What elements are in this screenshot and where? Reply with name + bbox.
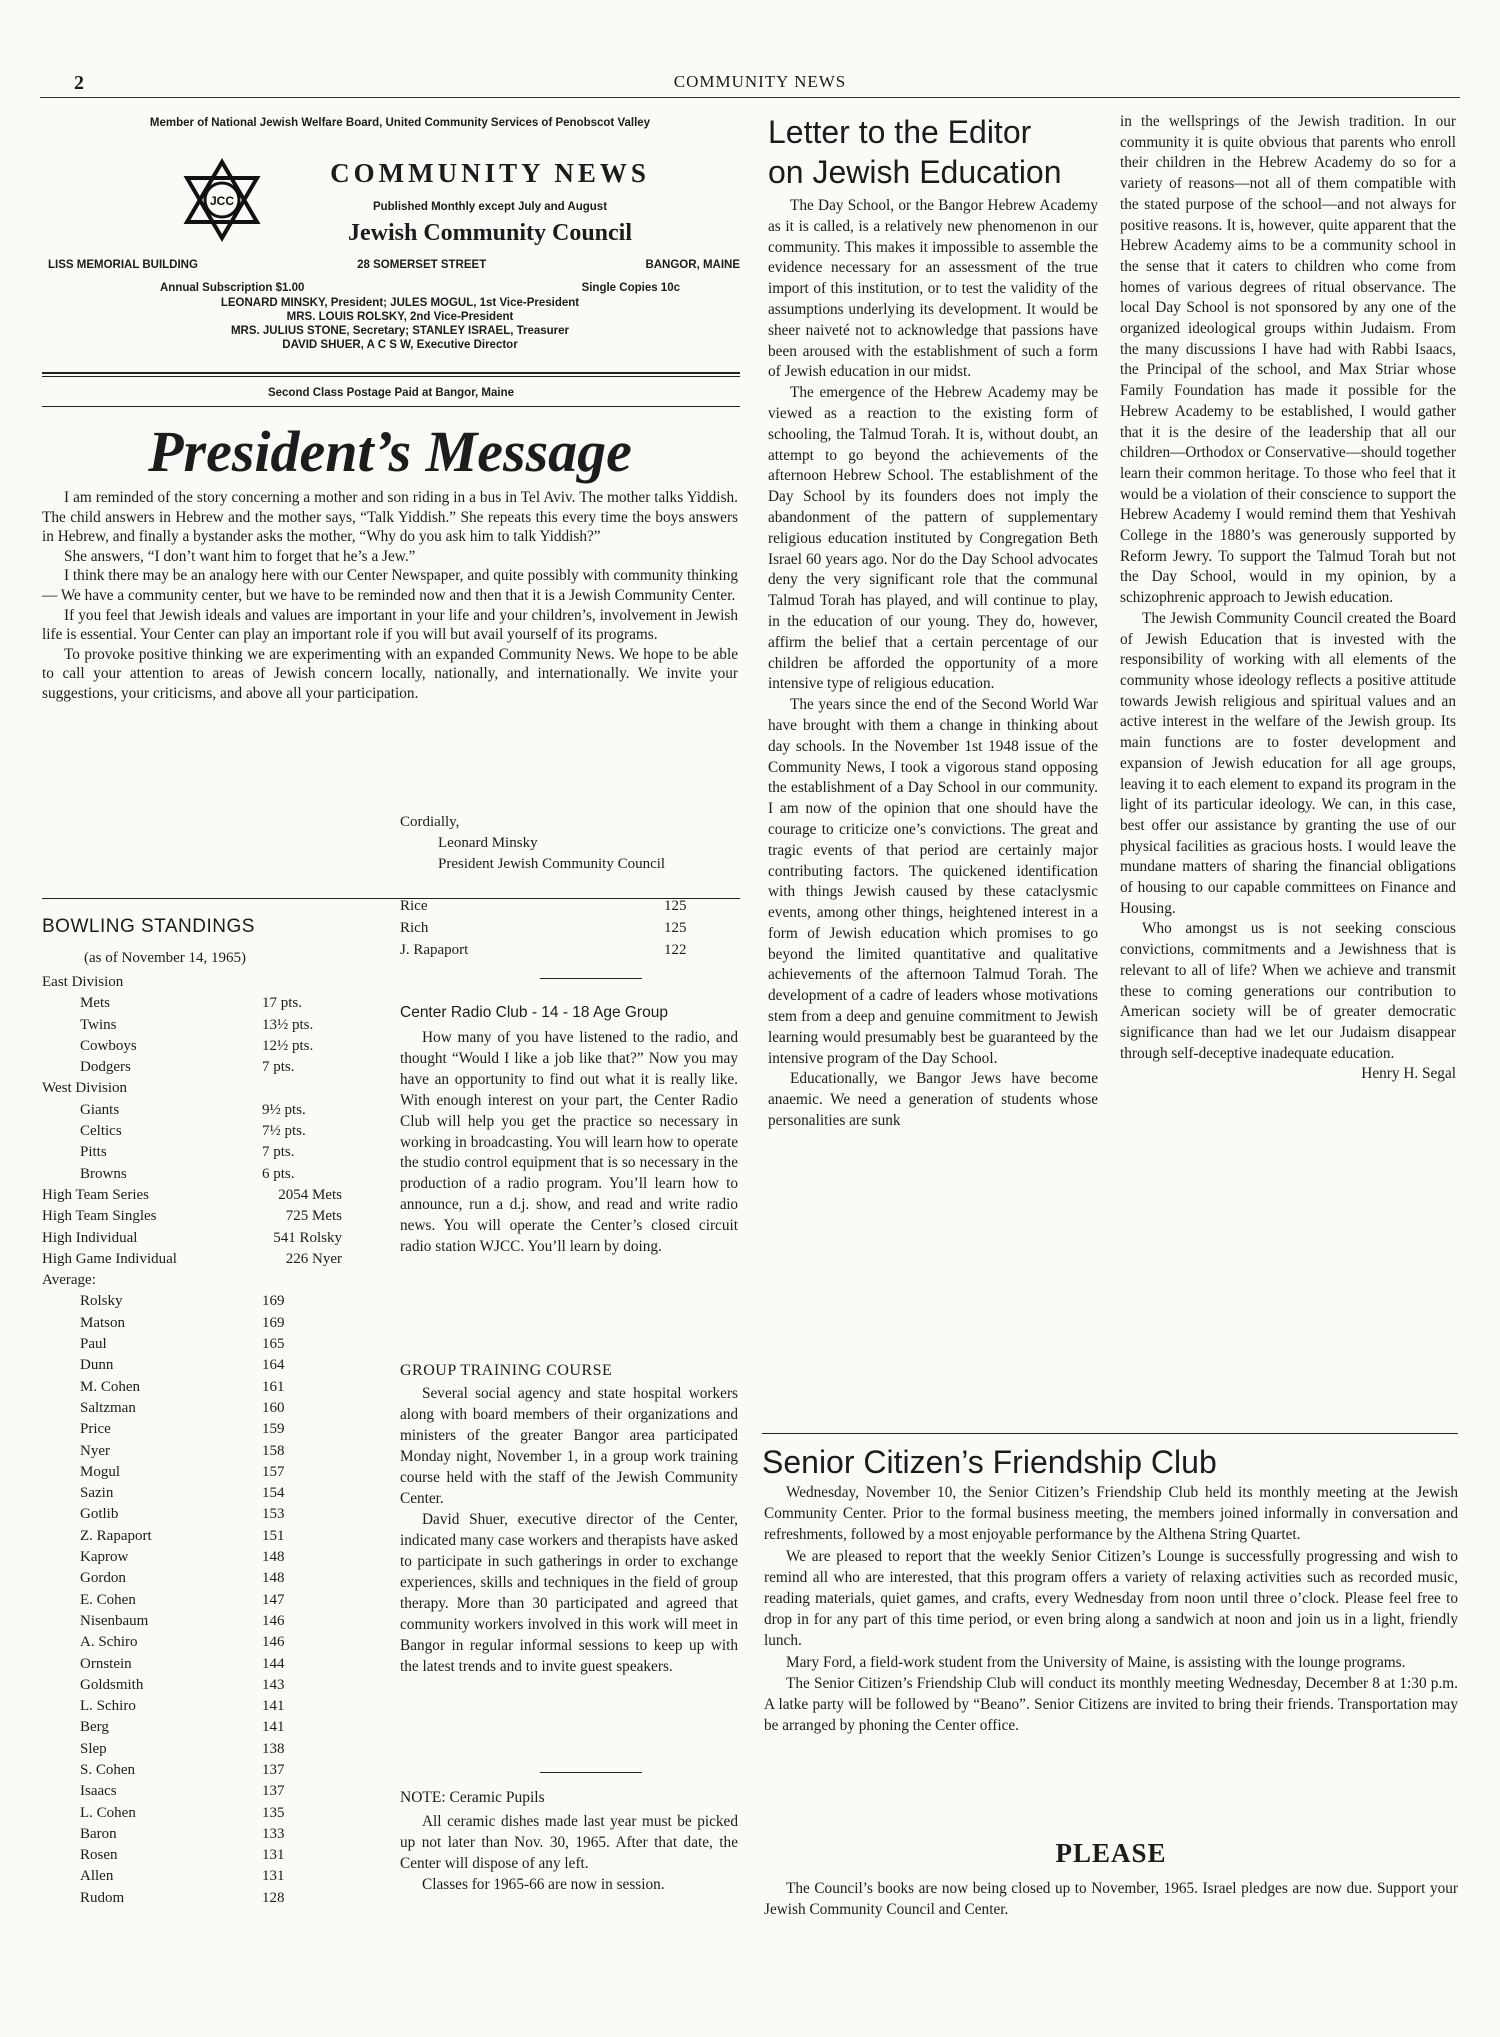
bowling-value: 146	[262, 1634, 285, 1651]
bowling-value: 147	[262, 1591, 285, 1608]
bowling-value: 12½ pts.	[262, 1037, 314, 1054]
bowling-value: 131	[262, 1847, 285, 1864]
section-rule	[762, 1433, 1458, 1434]
bowling-title: BOWLING STANDINGS	[42, 916, 255, 937]
bowling-name: L. Schiro	[80, 1698, 136, 1715]
bowling-name: J. Rapaport	[400, 942, 469, 958]
bowling-value: 169	[262, 1314, 285, 1331]
bowling-value: 541 Rolsky	[273, 1229, 342, 1246]
letter-title	[768, 112, 1098, 192]
radio-club-body	[400, 1028, 738, 1258]
letter-column-2	[1120, 112, 1456, 1085]
bowling-value: 138	[262, 1740, 285, 1757]
bowling-row	[42, 1760, 342, 1781]
bowling-row	[42, 1142, 342, 1163]
radio-club-title: Center Radio Club - 14 - 18 Age Group	[400, 1004, 668, 1021]
bowling-value: 159	[262, 1421, 285, 1438]
bowling-value: 125	[664, 920, 687, 936]
bowling-row	[42, 1845, 342, 1866]
bowling-row	[42, 1015, 342, 1036]
training-course-title: GROUP TRAINING COURSE	[400, 1362, 613, 1379]
bowling-name: East Division	[42, 974, 124, 990]
bowling-value: 725 Mets	[285, 1208, 342, 1225]
bowling-name: Sazin	[80, 1485, 114, 1502]
bowling-value: 158	[262, 1442, 285, 1459]
bowling-name: Berg	[80, 1719, 109, 1736]
bowling-value: 131	[262, 1868, 285, 1885]
bowling-row	[42, 1866, 342, 1887]
paragraph: She answers, “I don’t want him to forget that he’s a Jew.”	[64, 547, 416, 565]
council-name: Jewish Community Council	[347, 220, 633, 246]
bowling-row	[42, 993, 342, 1014]
bowling-name: L. Cohen	[80, 1804, 136, 1821]
bowling-continued-list	[400, 898, 738, 964]
bowling-name: Allen	[80, 1868, 114, 1885]
letter-signature: Henry H. Segal	[1361, 1065, 1456, 1083]
bowling-value: 128	[262, 1889, 285, 1906]
bowling-row	[42, 1249, 342, 1270]
president-message-body	[42, 488, 738, 704]
bowling-name: Dodgers	[80, 1059, 131, 1076]
ceramic-note-title: NOTE: Ceramic Pupils	[400, 1789, 545, 1806]
bowling-name: Twins	[80, 1016, 117, 1033]
bowling-name: Baron	[80, 1825, 117, 1842]
bowling-value: 135	[262, 1804, 285, 1821]
bowling-row	[42, 1100, 342, 1121]
bowling-name: Gordon	[80, 1570, 126, 1587]
address-city: BANGOR, MAINE	[645, 259, 740, 271]
bowling-value: 144	[262, 1655, 285, 1672]
bowling-row	[42, 1590, 342, 1611]
bowling-name: Rich	[400, 920, 429, 936]
bowling-value: 151	[262, 1527, 285, 1544]
single-copies: Single Copies 10c	[581, 282, 680, 294]
short-rule	[540, 978, 642, 979]
bowling-row	[42, 1398, 342, 1419]
bowling-row	[42, 1483, 342, 1504]
bowling-name: Rudom	[80, 1889, 125, 1906]
address-street: 28 SOMERSET STREET	[357, 259, 487, 271]
bowling-row	[42, 1462, 342, 1483]
bowling-value: 226 Nyer	[285, 1250, 342, 1267]
bowling-value: 137	[262, 1783, 285, 1800]
letter-column-1	[768, 196, 1098, 1132]
bowling-value: 6 pts.	[262, 1165, 295, 1182]
bowling-name: Gotlib	[80, 1506, 119, 1523]
bowling-row	[42, 1334, 342, 1355]
paragraph: Wednesday, November 10, the Senior Citizen’s Friendship Club held its monthly meeting at the Jewish Community Center. Prior to the formal business meeting, the members joined informally in conversation and refreshments, followed by a most enjoyable performance by the Althena String Quartet.	[764, 1484, 1458, 1544]
paragraph: The emergence of the Hebrew Academy may be viewed as a reaction to the existing form of schooling, the Talmud Torah. It is, without doubt, an attempt to go beyond the achievements of the afternoon Hebrew School. The establishment of the Day School by its founders does not imply the abandonment of the pattern of supplementary religious education instituted by Congregation Beth Israel 60 years ago. Nor do the Day School advocates deny the very significant role that the communal Talmud Torah has played, and will continue to play, in the education of our young. They do, however, affirm the belief that a certain percentage of our children be afforded the opportunity of a more intensive type of religious education.	[768, 384, 1098, 693]
bowling-value: 122	[664, 942, 687, 958]
bowling-value: 7 pts.	[262, 1059, 295, 1076]
paragraph: The years since the end of the Second World War have brought with them a change in thinking about day schools. In the November 1st 1948 issue of the Community News, I took a vigorous stand opposing the establishment of a Day School in our community. I am now of the opinion that one should have the courage to criticize one’s convictions. The great and tragic events of that period are certainly major contributing factors. The quickened identification with things Jewish caused by these cataclysmic events, among other things, heightened interest in a form of Jewish education which promises to go beyond the limited quantitative and qualitative achievements of the afternoon Talmud Torah. The development of a cadre of leaders whose motivations stem from a deep and genuine commitment to Jewish learning would presumably best be guaranteed by the intensive program of the Day School.	[768, 696, 1098, 1067]
bowling-row	[42, 1675, 342, 1696]
bowling-name: A. Schiro	[80, 1634, 138, 1651]
bowling-row	[42, 1824, 342, 1845]
paragraph: Classes for 1965-66 are now in session.	[422, 1876, 665, 1893]
bowling-name: Isaacs	[80, 1783, 117, 1800]
paragraph: David Shuer, executive director of the Center, indicated many case workers and therapists have asked to participate in such gatherings in order to exchange experiences, skills and techniques in the field of group therapy. More than 30 participated and agreed that community workers involved in this work will meet in Bangor in regular informal sessions to keep up with the latest trends and to invite guest speakers.	[400, 1511, 738, 1675]
bowling-value: 137	[262, 1761, 285, 1778]
bowling-name: Browns	[80, 1165, 127, 1182]
bowling-value: 9½ pts.	[262, 1101, 306, 1118]
paragraph: Mary Ford, a field-work student from the University of Maine, is assisting with the lounge programs.	[786, 1653, 1406, 1671]
bowling-name: M. Cohen	[80, 1378, 140, 1395]
paragraph: The Senior Citizen’s Friendship Club will conduct its monthly meeting Wednesday, December 8 at 1:30 p.m. A latke party will be followed by “Beano”. Senior Citizens are invited to bring their friends. Transportation may be arranged by phoning the Center office.	[764, 1674, 1458, 1735]
bowling-value: 160	[262, 1399, 285, 1416]
bowling-name: Rolsky	[80, 1293, 123, 1310]
bowling-row	[42, 972, 342, 993]
paragraph: I think there may be an analogy here with our Center Newspaper, and quite possibly with community thinking — We have a community center, but we have to be reminded now and then that it is a Jewish Community Center.	[42, 567, 738, 604]
bowling-name: High Individual	[42, 1229, 138, 1246]
bowling-name: Matson	[80, 1314, 125, 1331]
officers-line: DAVID SHUER, A C S W, Executive Director	[282, 339, 518, 351]
paragraph: I am reminded of the story concerning a mother and son riding in a bus in Tel Aviv. The mother talks Yiddish. The child answers in Hebrew and the mother says, “Talk Yiddish.” She repeats this every time the boys answers in Hebrew, and finally a bystander asks the mother, “Why do you ask him to talk Yiddish?”	[42, 489, 738, 546]
bowling-name: E. Cohen	[80, 1591, 136, 1608]
bowling-row	[42, 1355, 342, 1376]
bowling-row	[42, 1419, 342, 1440]
bowling-name: Cowboys	[80, 1037, 137, 1054]
paragraph: Who amongst us is not seeking conscious convictions, commitments and a Jewishness that is relevant to all of life? When we achieve and transmit these to coming generations our contribution to American society will be of greater democratic significance than had we let our Judaism disappear through self-deceptive inadequate education.	[1120, 920, 1456, 1062]
annual-subscription: Annual Subscription $1.00	[160, 282, 305, 294]
bowling-row	[400, 942, 738, 964]
bowling-row	[42, 1228, 342, 1249]
bowling-name: Dunn	[80, 1357, 114, 1374]
bowling-value: 143	[262, 1676, 285, 1693]
bowling-row	[42, 1078, 342, 1099]
bowling-row	[42, 1547, 342, 1568]
bowling-value: 169	[262, 1293, 285, 1310]
running-head: COMMUNITY NEWS	[673, 72, 847, 91]
bowling-row	[42, 1717, 342, 1738]
bowling-value: 141	[262, 1698, 285, 1715]
bowling-row	[42, 1313, 342, 1334]
bowling-value: 141	[262, 1719, 285, 1736]
masthead-rule	[42, 372, 740, 374]
bowling-value: 17 pts.	[262, 995, 303, 1012]
top-rule	[40, 97, 1460, 98]
bowling-name: Pitts	[80, 1144, 107, 1161]
please-body	[764, 1878, 1458, 1920]
paragraph: The Council’s books are now being closed up to November, 1965. Israel pledges are now due. Support your Jewish Community Council and Center.	[764, 1880, 1458, 1918]
officers-line: MRS. LOUIS ROLSKY, 2nd Vice-President	[286, 311, 514, 323]
bowling-name: Z. Rapaport	[80, 1527, 152, 1544]
bowling-row	[42, 1036, 342, 1057]
bowling-name: High Team Series	[42, 1186, 149, 1203]
paragraph: All ceramic dishes made last year must be picked up not later than Nov. 30, 1965. After that date, the Center will dispose of any left.	[400, 1813, 738, 1872]
senior-club-title: Senior Citizen’s Friendship Club	[762, 1444, 1217, 1480]
bowling-name: Slep	[80, 1740, 107, 1757]
bowling-name: S. Cohen	[80, 1761, 136, 1778]
logo-text: JCC	[209, 194, 235, 208]
bowling-row	[42, 1164, 342, 1185]
bowling-name: Nisenbaum	[80, 1612, 149, 1629]
paragraph: To provoke positive thinking we are experimenting with an expanded Community News. We hope to be able to call your attention to areas of Jewish concern locally, nationally, and internationally. We invite your suggestions, your criticisms, and above all your participation.	[42, 645, 738, 702]
bowling-row	[42, 1803, 342, 1824]
paragraph: We are pleased to report that the weekly Senior Citizen’s Lounge is successfully progressing and wish to remind all who are interested, that this program offers a variety of relaxing activities such as recorded music, reading materials, quiet games, and crafts, every Wednesday from noon until three o’clock. Please feel free to drop in for any part of this time period, or even bring along a sandwich at noon and join us in a light, friendly lunch.	[764, 1547, 1458, 1650]
bowling-row	[42, 1377, 342, 1398]
bowling-row	[42, 1526, 342, 1547]
letter-title-line: on Jewish Education	[768, 154, 1062, 190]
bowling-value: 125	[664, 898, 687, 914]
masthead	[40, 116, 740, 351]
bowling-value: 7 pts.	[262, 1144, 295, 1161]
bowling-value: 148	[262, 1570, 285, 1587]
letter-title-line: Letter to the Editor	[768, 114, 1032, 150]
bowling-row	[42, 1611, 342, 1632]
bowling-name: West Division	[42, 1080, 128, 1097]
bowling-row	[42, 1291, 342, 1312]
bowling-value: 164	[262, 1357, 285, 1374]
star-of-david-logo-icon	[180, 158, 264, 242]
bowling-value: 13½ pts.	[262, 1016, 314, 1033]
bowling-row	[42, 1781, 342, 1802]
postage-rule	[42, 406, 740, 407]
officers-line: LEONARD MINSKY, President; JULES MOGUL, 1st Vice-President	[220, 297, 580, 309]
bowling-row	[42, 1206, 342, 1227]
bowling-name: High Team Singles	[42, 1208, 157, 1225]
masthead-rule-thin	[42, 376, 740, 377]
bowling-row	[42, 1057, 342, 1078]
bowling-name: Nyer	[80, 1442, 110, 1459]
bowling-row	[42, 1270, 342, 1291]
postage-notice: Second Class Postage Paid at Bangor, Maine	[267, 387, 515, 399]
paragraph: If you feel that Jewish ideals and values are important in your life and your children’s, involvement in Jewish life is essential. Your Center can play an important role if you will but avail yourself of its programs.	[42, 606, 738, 644]
closing-name: Leonard Minsky	[438, 835, 538, 851]
bowling-value: 148	[262, 1549, 285, 1566]
bowling-value: 7½ pts.	[262, 1123, 306, 1140]
bowling-row	[42, 1121, 342, 1142]
bowling-row	[42, 1632, 342, 1653]
officers-list	[100, 296, 700, 352]
bowling-value: 2054 Mets	[278, 1186, 342, 1203]
paragraph: in the wellsprings of the Jewish tradition. In our community it is quite obvious that parents who enroll their children in the Hebrew Academy do so for a variety of reasons—not all of them compatible with the stated purpose of the school—and not always for positive reasons. It is, however, quite apparent that the Hebrew Academy aims to be a community school in the sense that it caters to children who come from homes of various degrees of ritual observance. The local Day School is not sponsored by any one of the organized ideological groups within Judaism. From the many discussions I have had with Rabbi Isaacs, the Principal of the school, and Max Striar whose Family Foundation has made it possible for the Hebrew Academy to be established, I would gather that it is the desire of the leadership that all our children—Orthodox or Conservative—should together learn their common heritage. To those who feel that it would be a violation of their conscience to support the Hebrew Academy I would remind them that Yeshivah College in the 1880’s was generously supported by Reform Jewry. To support the Talmud Torah but not the Day School, would in my opinion, by a schizophrenic approach to Jewish education.	[1120, 113, 1456, 607]
bowling-row	[42, 1696, 342, 1717]
senior-club-body	[764, 1482, 1458, 1736]
bowling-row	[42, 1888, 342, 1909]
publication-frequency: Published Monthly except July and August	[372, 201, 608, 213]
paragraph: The Day School, or the Bangor Hebrew Academy as it is called, is a relatively new phenomenon in our community. This makes it impossible to assemble the evidence necessary for an assessment of the true import of this institution, or to test the validity of the assumptions underlying its development. It would be sheer naiveté not to acknowledge that passions have been aroused with the establishment of such a form of Jewish education in our midst.	[768, 197, 1098, 381]
closing-salutation: Cordially,	[400, 814, 460, 830]
bowling-row	[42, 1568, 342, 1589]
training-course-body	[400, 1383, 738, 1677]
closing-role: President Jewish Community Council	[438, 856, 666, 872]
page-number: 2	[74, 72, 84, 94]
paragraph: The Jewish Community Council created the Board of Jewish Education that is invested with the responsibility of working with all elements of the community whose ideology reflects a positive attitude towards Jewish religious and spiritual values and an active interest in the welfare of the Jewish group. Its main functions are to foster development and expansion of Jewish education for all age groups, leaving it to each element to expand its program in the light of its particular ideology. We can, in this case, best offer our assistance by granting the use of our physical facilities as gracious hosts. I would leave the mundane matters of sharing the financial obligations of housing to our capable committees on Finance and Housing.	[1120, 609, 1456, 917]
bowling-row	[42, 1654, 342, 1675]
bowling-row	[400, 920, 738, 942]
bowling-row	[400, 898, 738, 920]
bowling-name: Price	[80, 1421, 111, 1438]
address-building: LISS MEMORIAL BUILDING	[48, 259, 198, 271]
ceramic-note-body	[400, 1811, 738, 1895]
bowling-row	[42, 1185, 342, 1206]
bowling-row	[42, 1504, 342, 1525]
bowling-name: Ornstein	[80, 1655, 132, 1672]
subscription-line	[160, 282, 680, 294]
paragraph: Several social agency and state hospital workers along with board members of their organizations and ministers of the greater Bangor area participated Monday night, November 1, in a group work training course held with the staff of the Jewish Community Center.	[400, 1385, 738, 1507]
bowling-name: Rice	[400, 898, 428, 914]
bowling-value: 146	[262, 1612, 285, 1629]
paragraph: Educationally, we Bangor Jews have become anaemic. We need a generation of students whose personalities are sunk	[768, 1070, 1098, 1130]
bowling-name: Saltzman	[80, 1399, 136, 1416]
bowling-name: Rosen	[80, 1847, 118, 1864]
bowling-value: 153	[262, 1506, 285, 1523]
bowling-name: Goldsmith	[80, 1676, 144, 1693]
bowling-value: 165	[262, 1336, 285, 1353]
bowling-name: Mets	[80, 995, 110, 1012]
bowling-name: Paul	[80, 1336, 107, 1353]
officers-line: MRS. JULIUS STONE, Secretary; STANLEY ISRAEL, Treasurer	[230, 325, 570, 337]
bowling-date: (as of November 14, 1965)	[84, 950, 247, 966]
bowling-name: Giants	[80, 1101, 120, 1118]
bowling-value: 157	[262, 1463, 285, 1480]
bowling-name: Average:	[42, 1272, 96, 1289]
bowling-name: High Game Individual	[42, 1250, 177, 1267]
member-line: Member of National Jewish Welfare Board, United Community Services of Penobscot Valley	[149, 117, 651, 129]
bowling-name: Mogul	[80, 1463, 121, 1480]
masthead-title: COMMUNITY NEWS	[330, 158, 650, 188]
please-title: PLEASE	[1055, 1838, 1167, 1868]
bowling-standings-list	[42, 972, 342, 1909]
paragraph: How many of you have listened to the radio, and thought “Would I like a job like that?” Now you may have an opportunity to find out what it is really like. With enough interest on your part, the Center Radio Club will help you get the practice so necessary in working in broadcasting. You will learn how to operate the studio control equipment that is so necessary in the production of a radio program. You’ll learn how to announce, run a d.j. show, and read and write radio news. You will operate the Center’s closed circuit radio station WJCC. You’ll learn by doing.	[400, 1029, 738, 1256]
address-line	[48, 259, 740, 271]
bowling-value: 154	[262, 1485, 285, 1502]
bowling-name: Celtics	[80, 1123, 122, 1140]
bowling-value: 133	[262, 1825, 285, 1842]
president-closing	[400, 812, 740, 875]
bowling-row	[42, 1739, 342, 1760]
bowling-row	[42, 1441, 342, 1462]
short-rule	[540, 1772, 642, 1773]
bowling-value: 161	[262, 1378, 285, 1395]
bowling-name: Kaprow	[80, 1549, 129, 1566]
president-message-title: President’s Message	[148, 419, 632, 484]
